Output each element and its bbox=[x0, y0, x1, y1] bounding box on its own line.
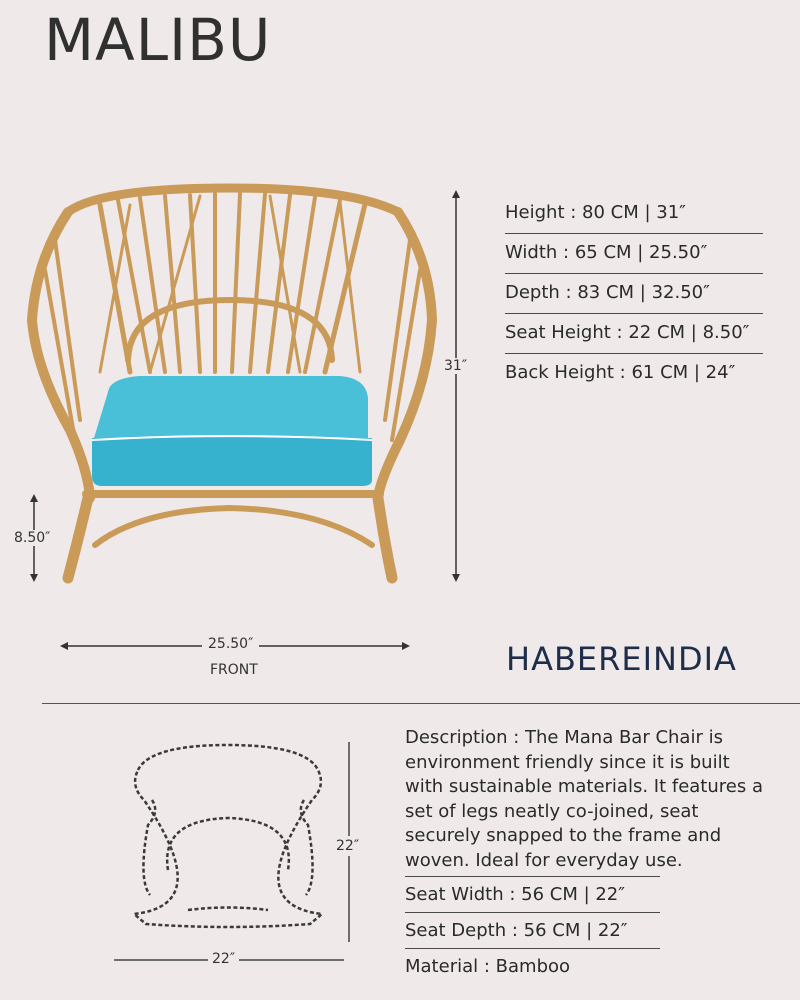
spec-label: Width : bbox=[505, 242, 570, 263]
brand-logo: HABEREINDIA bbox=[506, 640, 737, 678]
spec-label: Seat Width : bbox=[405, 884, 516, 905]
spec-value: 61 CM | 24″ bbox=[631, 362, 736, 383]
spec-value: 22 CM | 8.50″ bbox=[628, 322, 750, 343]
top-depth-dimension-label: 22″ bbox=[336, 838, 360, 854]
product-description: Description : The Mana Bar Chair is environment friendly since it is built with sustainable materials. It features a set of legs neatly co-joined, seat securely snapped to the frame and woven. Ideal for everyday use. bbox=[405, 727, 763, 871]
seat-height-dimension-label: 8.50″ bbox=[14, 530, 51, 546]
width-dimension-label: 25.50″ bbox=[202, 636, 259, 652]
spec-label: Back Height : bbox=[505, 362, 626, 383]
spec-value: 83 CM | 32.50″ bbox=[577, 282, 710, 303]
spec-row-seat-width bbox=[405, 876, 660, 913]
product-title: MALIBU bbox=[44, 6, 272, 74]
spec-row-material bbox=[405, 948, 660, 985]
spec-label: Depth : bbox=[505, 282, 572, 303]
spec-label: Seat Height : bbox=[505, 322, 623, 343]
top-width-dimension-label: 22″ bbox=[208, 951, 239, 967]
height-dimension-label: 31″ bbox=[444, 358, 468, 374]
spec-value: 65 CM | 25.50″ bbox=[574, 242, 708, 263]
front-view-label: FRONT bbox=[210, 662, 258, 678]
spec-label: Seat Depth : bbox=[405, 920, 518, 941]
spec-row-seat-depth bbox=[405, 912, 660, 949]
spec-value: 56 CM | 22″ bbox=[521, 884, 625, 905]
spec-value: 56 CM | 22″ bbox=[523, 920, 628, 941]
spec-value: 80 CM | 31″ bbox=[582, 202, 686, 223]
spec-value: Bamboo bbox=[495, 956, 571, 977]
spec-label: Material : bbox=[405, 956, 490, 977]
spec-label: Height : bbox=[505, 202, 577, 223]
